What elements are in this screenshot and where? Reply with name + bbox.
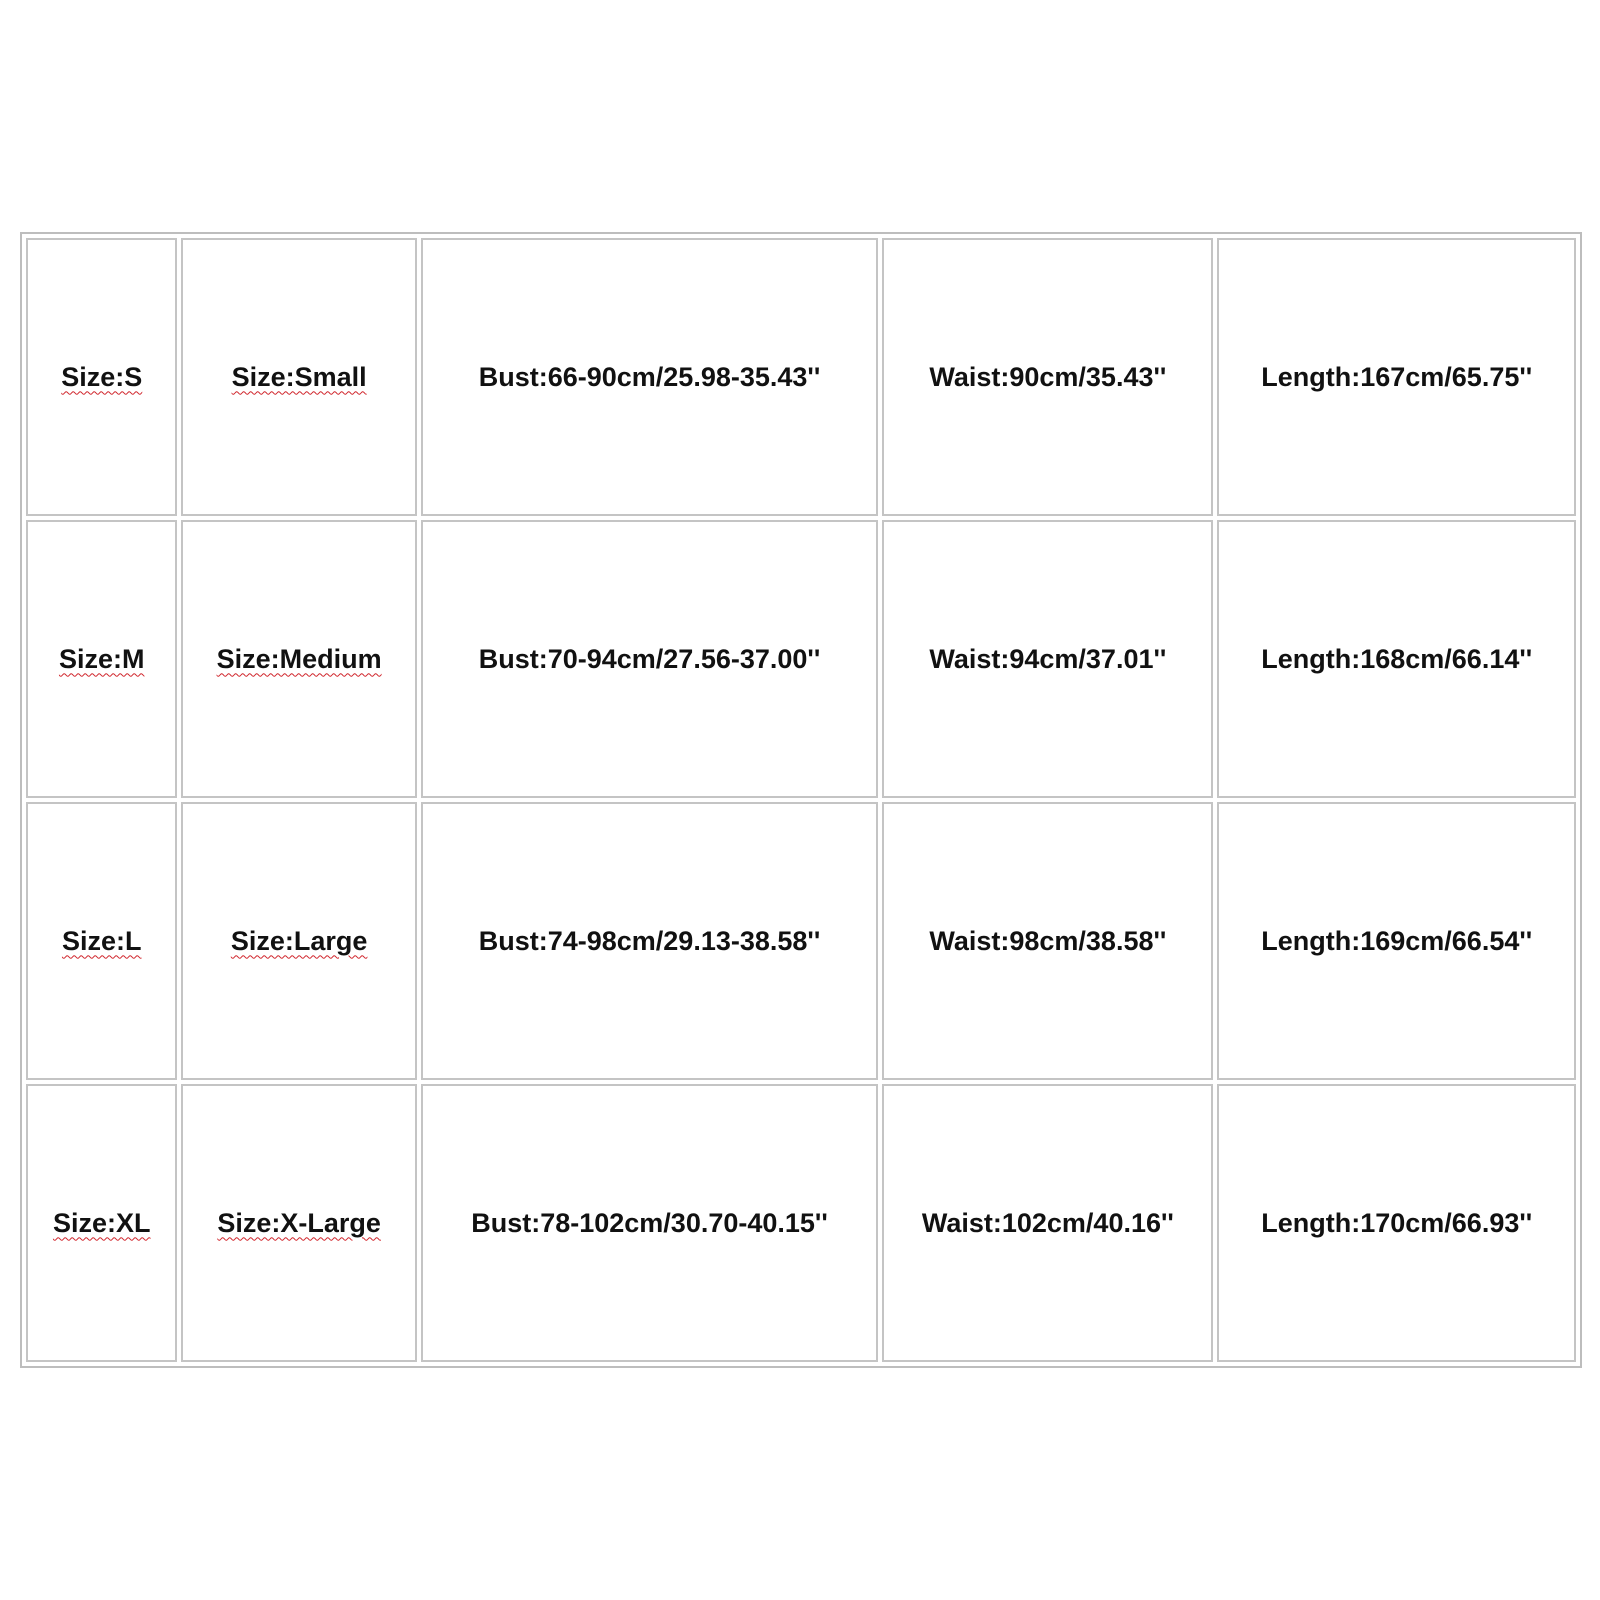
length-cell: Length:167cm/65.75'' <box>1217 238 1576 516</box>
size-name-cell <box>181 1084 416 1362</box>
size-code-text: Size:XL <box>52 1207 151 1238</box>
table-row <box>26 1084 1576 1362</box>
size-code-text: Size:S <box>61 361 143 392</box>
waist-cell: Waist:90cm/35.43'' <box>882 238 1213 516</box>
size-code-cell <box>26 238 177 516</box>
size-name-text: Size:X-Large <box>217 1207 381 1238</box>
waist-cell: Waist:98cm/38.58'' <box>882 802 1213 1080</box>
bust-cell: Bust:78-102cm/30.70-40.15'' <box>421 1084 878 1362</box>
size-code-text: Size:M <box>58 643 145 674</box>
table-row <box>26 802 1576 1080</box>
size-code-text: Size:L <box>61 925 142 956</box>
length-cell: Length:168cm/66.14'' <box>1217 520 1576 798</box>
length-cell: Length:170cm/66.93'' <box>1217 1084 1576 1362</box>
size-chart <box>20 232 1582 1368</box>
size-name-cell <box>181 802 416 1080</box>
size-chart-table <box>22 234 1580 1366</box>
size-name-text: Size:Small <box>231 361 367 392</box>
bust-cell: Bust:66-90cm/25.98-35.43'' <box>421 238 878 516</box>
waist-cell: Waist:102cm/40.16'' <box>882 1084 1213 1362</box>
bust-cell: Bust:74-98cm/29.13-38.58'' <box>421 802 878 1080</box>
size-code-cell <box>26 802 177 1080</box>
size-name-cell <box>181 520 416 798</box>
size-name-cell <box>181 238 416 516</box>
waist-cell: Waist:94cm/37.01'' <box>882 520 1213 798</box>
table-row <box>26 238 1576 516</box>
size-name-text: Size:Large <box>230 925 368 956</box>
size-code-cell <box>26 520 177 798</box>
length-cell: Length:169cm/66.54'' <box>1217 802 1576 1080</box>
size-code-cell <box>26 1084 177 1362</box>
bust-cell: Bust:70-94cm/27.56-37.00'' <box>421 520 878 798</box>
table-row <box>26 520 1576 798</box>
size-name-text: Size:Medium <box>216 643 382 674</box>
